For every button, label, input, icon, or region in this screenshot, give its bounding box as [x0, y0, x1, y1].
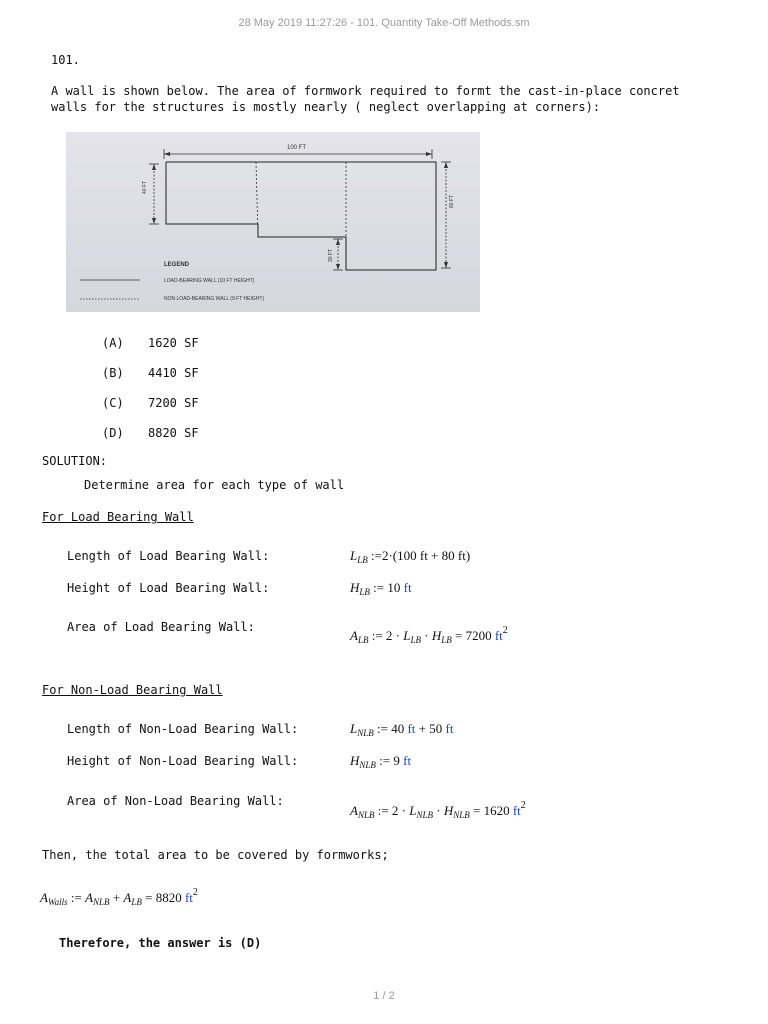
nlb-height-value: 9: [393, 753, 400, 768]
nlb-length-label: Length of Non-Load Bearing Wall:: [67, 722, 299, 736]
lb-length-value: 2·(100 ft + 80 ft): [381, 548, 471, 563]
dim-top-label: 100 FT: [287, 145, 307, 151]
lb-height-value: 10: [387, 580, 401, 595]
solution-intro: Determine area for each type of wall: [84, 478, 345, 492]
legend-lb-label: LOAD-BEARING WALL (10 FT HEIGHT): [164, 278, 255, 284]
unit-ft: ft: [512, 803, 521, 818]
nlb-length-b: 50: [429, 721, 443, 736]
problem-text-line1: A wall is shown below. The area of formwork required to formt the cast-in-place concret: [51, 84, 680, 98]
choice-a-letter: (A): [102, 336, 124, 350]
nlb-area-label: Area of Non-Load Bearing Wall:: [67, 794, 284, 808]
lb-length-expr: $L_{LB}$ :=2·(100 ft + 80 ft): [350, 548, 471, 565]
choice-c-letter: (C): [102, 396, 124, 410]
total-value: 8820: [155, 890, 182, 905]
nlb-length-expr: $L_{NLB}$ := 40 ft + 50 ft: [350, 721, 454, 738]
lb-height-label: Height of Load Bearing Wall:: [67, 581, 270, 595]
wall-plan-figure: [66, 132, 480, 312]
unit-ft: ft: [403, 580, 412, 595]
dim-right-label: 80 FT: [449, 194, 455, 208]
unit-ft: ft: [445, 721, 454, 736]
choice-c-value: 7200 SF: [148, 396, 199, 410]
conclusion-text: Therefore, the answer is (D): [59, 936, 262, 950]
dim-left-label: 40 FT: [142, 180, 148, 194]
choice-b-value: 4410 SF: [148, 366, 199, 380]
unit-ft: ft: [407, 721, 416, 736]
unit-ft: ft: [494, 628, 503, 643]
choice-d-letter: (D): [102, 426, 124, 440]
problem-number: 101.: [51, 53, 80, 67]
nlb-heading: For Non-Load Bearing Wall: [42, 683, 223, 697]
nlb-height-label: Height of Non-Load Bearing Wall:: [67, 754, 299, 768]
lb-area-label: Area of Load Bearing Wall:: [67, 620, 255, 634]
unit-ft: ft: [184, 890, 193, 905]
lb-heading: For Load Bearing Wall: [42, 510, 194, 524]
nlb-area-value: 1620: [483, 803, 510, 818]
lb-area-expr: $A_{LB}$ := $2 \cdot L_{LB} \cdot H_{LB} = 7200$ $ft^2$: [350, 625, 508, 645]
total-expr: $A_{Walls}$ := $A_{NLB} + A_{LB} = 8820$ $ft^2$: [40, 887, 198, 907]
legend-nlb-label: NON LOAD-BEARING WALL (9 FT HEIGHT): [164, 296, 265, 302]
problem-text-line2: walls for the structures is mostly nearly ( neglect overlapping at corners):: [51, 100, 601, 114]
nlb-length-a: 40: [391, 721, 405, 736]
legend-title: LEGEND: [164, 262, 190, 268]
lb-height-expr: $H_{LB}$ := 10 ft: [350, 580, 412, 597]
unit-ft: ft: [403, 753, 412, 768]
choice-d-value: 8820 SF: [148, 426, 199, 440]
dim-inner-label: 30 FT: [328, 248, 334, 262]
lb-length-label: Length of Load Bearing Wall:: [67, 549, 270, 563]
page-header: 28 May 2019 11:27:26 - 101. Quantity Take-Off Methods.sm: [238, 17, 530, 29]
choice-a-value: 1620 SF: [148, 336, 199, 350]
wall-plan-drawing: [66, 132, 480, 312]
page-footer: 1 / 2: [373, 990, 395, 1002]
nlb-area-expr: $A_{NLB}$ := $2 \cdot L_{NLB} \cdot H_{NLB} = 1620$ $ft^2$: [350, 800, 526, 820]
choice-b-letter: (B): [102, 366, 124, 380]
total-text: Then, the total area to be covered by formworks;: [42, 848, 389, 862]
nlb-height-expr: $H_{NLB}$ := 9 ft: [350, 753, 412, 770]
solution-label: SOLUTION:: [42, 454, 108, 468]
lb-area-value: 7200: [465, 628, 492, 643]
